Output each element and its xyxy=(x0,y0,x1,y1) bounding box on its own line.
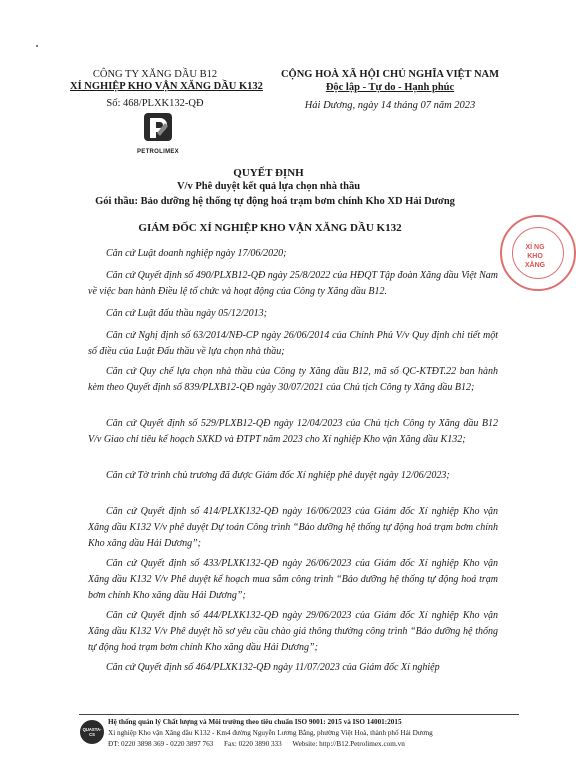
paragraph-decision-414: Căn cứ Quyết định số 414/PLXK132-QĐ ngày 16/06/2023 của Giám đốc Xí nghiệp Kho vận Xăng dầu K132 V/v phê duyệt Dự toán Công trình “Bảo dưỡng hệ thống tự động hoá trạm bơm chính Kho xăng dầu Hải Dương”; xyxy=(88,506,498,549)
paragraph-law-enterprise: Căn cứ Luật doanh nghiệp ngày 17/06/2020; xyxy=(106,248,287,259)
footer-divider xyxy=(79,714,519,715)
footer-address: Xí nghiệp Kho vận Xăng dầu K132 - Km4 đường Nguyễn Lương Bằng, phường Việt Hoà, thành phố Hải Dương xyxy=(108,729,433,737)
paragraph-decision-529: Căn cứ Quyết định số 529/PLXB12-QĐ ngày 12/04/2023 của Chủ tịch Công ty Xăng dầu B12 V/v Giao chỉ tiêu kế hoạch SXKD và ĐTPT năm 2023 cho Xí nghiệp Kho vận Xăng dầu K132; xyxy=(88,418,498,445)
quasta-badge-text: QUASTA-CS xyxy=(82,727,102,737)
company-name: CÔNG TY XĂNG DẦU B12 xyxy=(92,69,218,80)
paragraph-decision-490: Căn cứ Quyết định số 490/PLXB12-QĐ ngày 25/8/2022 của HĐQT Tập đoàn Xăng dầu Việt Nam về việc ban hành Điều lệ tổ chức và hoạt động của Công ty Xăng dầu B12. xyxy=(88,270,498,297)
enterprise-name xyxy=(70,81,263,92)
place-date: Hải Dương, ngày 14 tháng 07 năm 2023 xyxy=(304,100,476,111)
petrolimex-logo xyxy=(135,113,181,155)
logo-text: PETROLIMEX xyxy=(136,149,179,155)
petrolimex-emblem-icon xyxy=(135,113,181,147)
paragraph-submission: Căn cứ Tờ trình chủ trương đã được Giám đốc Xí nghiệp phê duyệt ngày 12/06/2023; xyxy=(106,470,450,481)
document-subject: V/v Phê duyệt kết quả lựa chọn nhà thầu xyxy=(176,181,361,192)
paragraph-decree-63: Căn cứ Nghị định số 63/2014/NĐ-CP ngày 26/06/2014 của Chính Phủ V/v Quy định chi tiết một số điều của Luật Đấu thầu về lựa chọn nhà thầu; xyxy=(88,330,498,357)
bid-package: Gói thầu: Bảo dưỡng hệ thống tự động hoá trạm bơm chính Kho XD Hải Dương xyxy=(95,196,455,207)
country-name: CỘNG HOÀ XÃ HỘI CHỦ NGHĨA VIỆT NAM xyxy=(280,69,500,80)
footer-contact: ĐT: 0220 3898 369 - 0220 3897 763 Fax: 0220 3890 333 Website: http://B12.Petrolimex.com.vn xyxy=(108,740,405,748)
stamp-text: XÍ NG KHO XĂNG xyxy=(524,244,546,269)
paragraph-decision-444: Căn cứ Quyết định số 444/PLXK132-QĐ ngày 29/06/2023 của Giám đốc Xí nghiệp Kho vận Xăng dầu K132 V/v Phê duyệt hồ sơ yêu cầu chào giá thông thường công trình “Bảo dưỡng hệ thống tự động hoá trạm bơm chính Kho xăng dầu Hải Dương”; xyxy=(88,610,498,653)
document-title: QUYẾT ĐỊNH xyxy=(233,167,304,179)
enterprise-name-text: XÍ NGHIỆP KHO VẬN XĂNG DẦU K132 xyxy=(70,81,263,92)
footer-iso: Hệ thống quản lý Chất lượng và Môi trường theo tiêu chuẩn ISO 9001: 2015 và ISO 14001:2015 xyxy=(108,718,402,726)
national-motto xyxy=(270,82,510,93)
paragraph-decision-464: Căn cứ Quyết định số 464/PLXK132-QĐ ngày 11/07/2023 của Giám đốc Xí nghiệp xyxy=(106,662,440,673)
official-stamp xyxy=(500,215,576,291)
paragraph-law-bidding: Căn cứ Luật đấu thầu ngày 05/12/2013; xyxy=(106,308,268,319)
issuing-authority: GIÁM ĐỐC XÍ NGHIỆP KHO VẬN XĂNG DẦU K132 xyxy=(138,222,402,234)
paragraph-regulation: Căn cứ Quy chế lựa chọn nhà thầu của Công ty Xăng dầu B12, mã số QC-KTĐT.22 ban hành kèm theo Quyết định số 839/PLXB12-QĐ ngày 30/07/2021 của Chủ tịch Công ty Xăng dầu B12; xyxy=(88,366,498,393)
scan-speck xyxy=(36,45,38,47)
paragraph-decision-433: Căn cứ Quyết định số 433/PLXK132-QĐ ngày 26/06/2023 của Giám đốc Xí nghiệp Kho vận Xăng dầu K132 V/v Phê duyệt kế hoạch mua sắm công trình “Bảo dưỡng hệ thống tự động hoá trạm bơm chính Kho xăng dầu Hải Dương”; xyxy=(88,558,498,601)
document-number: Số: 468/PLXK132-QĐ xyxy=(106,98,204,109)
national-motto-text: Độc lập - Tự do - Hạnh phúc xyxy=(325,82,455,93)
quasta-badge xyxy=(80,720,104,744)
